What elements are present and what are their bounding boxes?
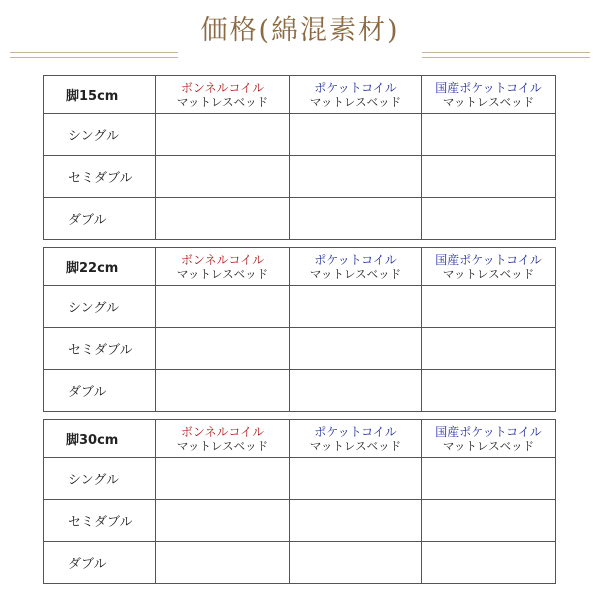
price-table-22cm: [43, 247, 556, 412]
title-rule-left-upper: [10, 52, 178, 53]
price-cell: [156, 500, 290, 542]
price-cell: [422, 542, 556, 584]
price-cell: [422, 500, 556, 542]
column-header-pocket: [290, 76, 422, 114]
title-rule-right-upper: [422, 52, 590, 53]
column-header-bonnell: [156, 420, 290, 458]
column-type-name: 国産ポケットコイル: [435, 252, 542, 267]
table-row: [44, 198, 556, 240]
column-type-name: ボンネルコイル: [180, 80, 265, 95]
size-label: セミダブル: [44, 500, 156, 542]
page-title: 価格(綿混素材): [200, 15, 400, 46]
table-row: [44, 114, 556, 156]
size-label: セミダブル: [44, 156, 156, 198]
price-cell: [290, 370, 422, 412]
price-cell: [290, 458, 422, 500]
column-type-sub: マットレスベッド: [442, 266, 535, 281]
size-label: ダブル: [44, 198, 156, 240]
price-cell: [156, 198, 290, 240]
table-row: [44, 328, 556, 370]
price-cell: [156, 286, 290, 328]
table-row: [44, 286, 556, 328]
size-label: シングル: [44, 286, 156, 328]
column-type-name: 国産ポケットコイル: [435, 424, 542, 439]
size-label: シングル: [44, 458, 156, 500]
price-cell: [290, 328, 422, 370]
price-cell: [290, 114, 422, 156]
price-cell: [422, 198, 556, 240]
column-header-domestic-pocket: [422, 248, 556, 286]
price-cell: [156, 370, 290, 412]
table-header-row: [44, 248, 556, 286]
column-type-name: ポケットコイル: [314, 80, 397, 95]
table-row: [44, 458, 556, 500]
column-type-name: 国産ポケットコイル: [435, 80, 542, 95]
title-rule-left-lower: [10, 57, 178, 58]
table-row: [44, 500, 556, 542]
price-cell: [290, 500, 422, 542]
price-cell: [156, 114, 290, 156]
price-cell: [422, 286, 556, 328]
column-type-name: ボンネルコイル: [180, 424, 265, 439]
column-header-bonnell: [156, 248, 290, 286]
column-type-sub: マットレスベッド: [176, 94, 269, 109]
leg-height-label: 脚30cm: [44, 420, 156, 458]
price-cell: [156, 328, 290, 370]
table-header-row: [44, 76, 556, 114]
price-cell: [156, 458, 290, 500]
price-cell: [290, 286, 422, 328]
column-type-sub: マットレスベッド: [309, 438, 402, 453]
price-cell: [422, 114, 556, 156]
column-type-name: ポケットコイル: [314, 252, 397, 267]
size-label: シングル: [44, 114, 156, 156]
column-type-sub: マットレスベッド: [176, 438, 269, 453]
price-cell: [156, 156, 290, 198]
column-header-pocket: [290, 248, 422, 286]
column-header-pocket: [290, 420, 422, 458]
table-row: [44, 156, 556, 198]
table-row: [44, 542, 556, 584]
price-cell: [290, 542, 422, 584]
price-cell: [422, 370, 556, 412]
column-type-name: ボンネルコイル: [180, 252, 265, 267]
table-header-row: [44, 420, 556, 458]
price-cell: [156, 542, 290, 584]
column-type-sub: マットレスベッド: [442, 94, 535, 109]
column-type-sub: マットレスベッド: [309, 94, 402, 109]
column-header-domestic-pocket: [422, 420, 556, 458]
column-type-name: ポケットコイル: [314, 424, 397, 439]
column-header-bonnell: [156, 76, 290, 114]
column-type-sub: マットレスベッド: [176, 266, 269, 281]
size-label: セミダブル: [44, 328, 156, 370]
size-label: ダブル: [44, 542, 156, 584]
table-row: [44, 370, 556, 412]
column-type-sub: マットレスベッド: [442, 438, 535, 453]
price-cell: [290, 156, 422, 198]
column-type-sub: マットレスベッド: [309, 266, 402, 281]
leg-height-label: 脚15cm: [44, 76, 156, 114]
page-header: [0, 0, 600, 66]
title-rule-right-lower: [422, 57, 590, 58]
price-cell: [422, 458, 556, 500]
price-table-15cm: [43, 75, 556, 240]
column-header-domestic-pocket: [422, 76, 556, 114]
price-cell: [422, 156, 556, 198]
size-label: ダブル: [44, 370, 156, 412]
leg-height-label: 脚22cm: [44, 248, 156, 286]
price-table-30cm: [43, 419, 556, 584]
price-cell: [290, 198, 422, 240]
price-cell: [422, 328, 556, 370]
